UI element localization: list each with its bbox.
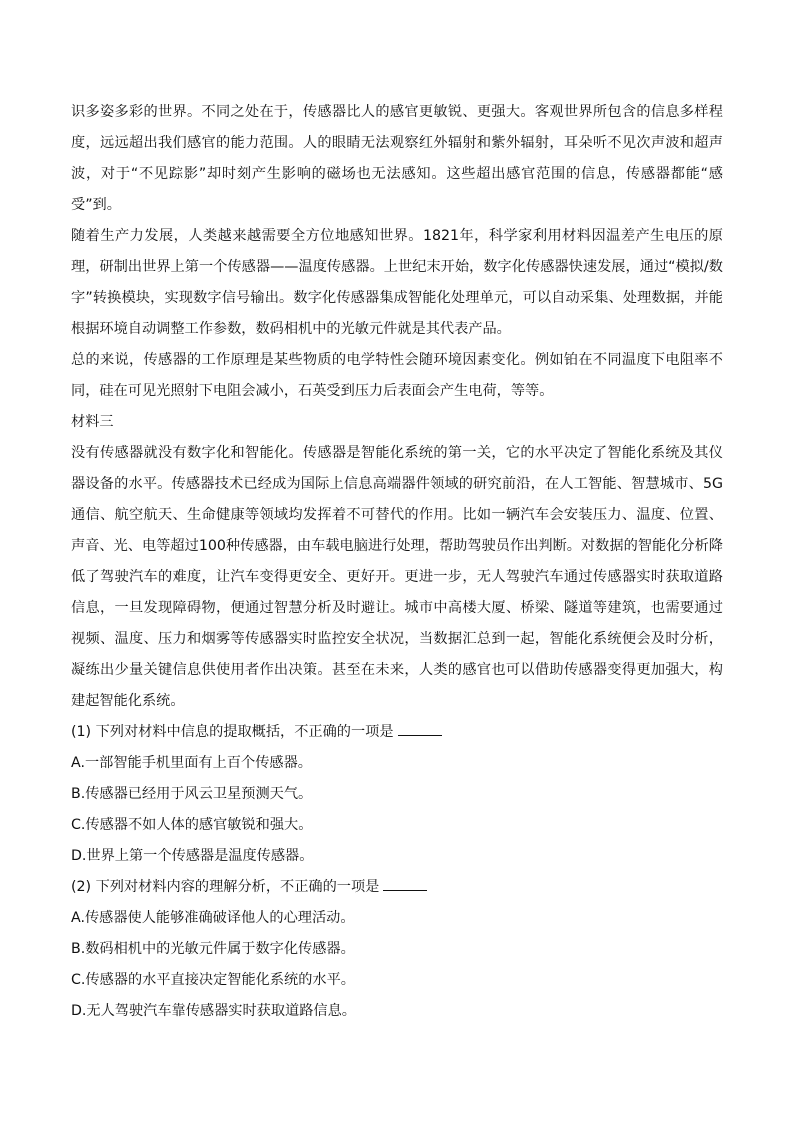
question-1-stem-line — [71, 717, 723, 748]
option-c: C.传感器的水平直接决定智能化系统的水平。 — [71, 972, 355, 988]
question-2-stem-line — [71, 872, 723, 903]
option-a: A.一部智能手机里面有上百个传感器。 — [71, 755, 312, 771]
option-d: D.世界上第一个传感器是温度传感器。 — [71, 848, 314, 864]
option-d: D.无人驾驶汽车靠传感器实时获取道路信息。 — [71, 1003, 356, 1019]
option-b: B.数码相机中的光敏元件属于数字化传感器。 — [71, 941, 355, 957]
question-2 — [71, 872, 723, 1027]
question-1 — [71, 717, 723, 872]
option-a: A.传感器使人能够准确破译他人的心理活动。 — [71, 910, 355, 926]
question-1-stem: (1) 下列对材料中信息的提取概括，不正确的一项是 — [71, 724, 394, 740]
option-c: C.传感器不如人体的感官敏锐和强大。 — [71, 817, 313, 833]
document-body — [71, 97, 723, 1027]
answer-blank — [383, 876, 427, 891]
answer-blank — [398, 721, 442, 736]
paragraph-senses: 识多姿多彩的世界。不同之处在于，传感器比人的感官更敏锐、更强大。客观世界所包含的信息多样程度，远远超出我们感官的能力范围。人的眼睛无法观察红外辐射和紫外辐射，耳朵听不见次声波和超声波，对于“不见踪影”却时刻产生影响的磁场也无法感知。这些超出感官范围的信息，传感器都能“感受”到。 — [71, 104, 723, 213]
option-b: B.传感器已经用于风云卫星预测天气。 — [71, 786, 313, 802]
material-three-heading: 材料三 — [71, 414, 114, 430]
paragraph-principle: 总的来说，传感器的工作原理是某些物质的电学特性会随环境因素变化。例如铂在不同温度下电阻率不同，硅在可见光照射下电阻会减小，石英受到压力后表面会产生电荷，等等。 — [71, 352, 723, 399]
paragraph-intelligence: 没有传感器就没有数字化和智能化。传感器是智能化系统的第一关，它的水平决定了智能化系统及其仪器设备的水平。传感器技术已经成为国际上信息高端器件领域的研究前沿，在人工智能、智慧城市、5G通信、航空航天、生命健康等领域均发挥着不可替代的作用。比如一辆汽车会安装压力、温度、位置、声音、光、电等超过100种传感器，由车载电脑进行处理，帮助驾驶员作出判断。对数据的智能化分析降低了驾驶汽车的难度，让汽车变得更安全、更好开。更进一步，无人驾驶汽车通过传感器实时获取道路信息，一旦发现障碍物，便通过智慧分析及时避让。城市中高楼大厦、桥梁、隧道等建筑，也需要通过视频、温度、压力和烟雾等传感器实时监控安全状况，当数据汇总到一起，智能化系统便会及时分析，凝练出少量关键信息供使用者作出决策。甚至在未来，人类的感官也可以借助传感器变得更加强大，构建起智能化系统。 — [71, 445, 723, 709]
paragraph-history: 随着生产力发展，人类越来越需要全方位地感知世界。1821年，科学家利用材料因温差产生电压的原理，研制出世界上第一个传感器——温度传感器。上世纪末开始，数字化传感器快速发展，通过“模拟/数字”转换模块，实现数字信号输出。数字化传感器集成智能化处理单元，可以自动采集、处理数据，并能根据环境自动调整工作参数，数码相机中的光敏元件就是其代表产品。 — [71, 228, 723, 337]
question-2-stem: (2) 下列对材料内容的理解分析，不正确的一项是 — [71, 879, 380, 895]
